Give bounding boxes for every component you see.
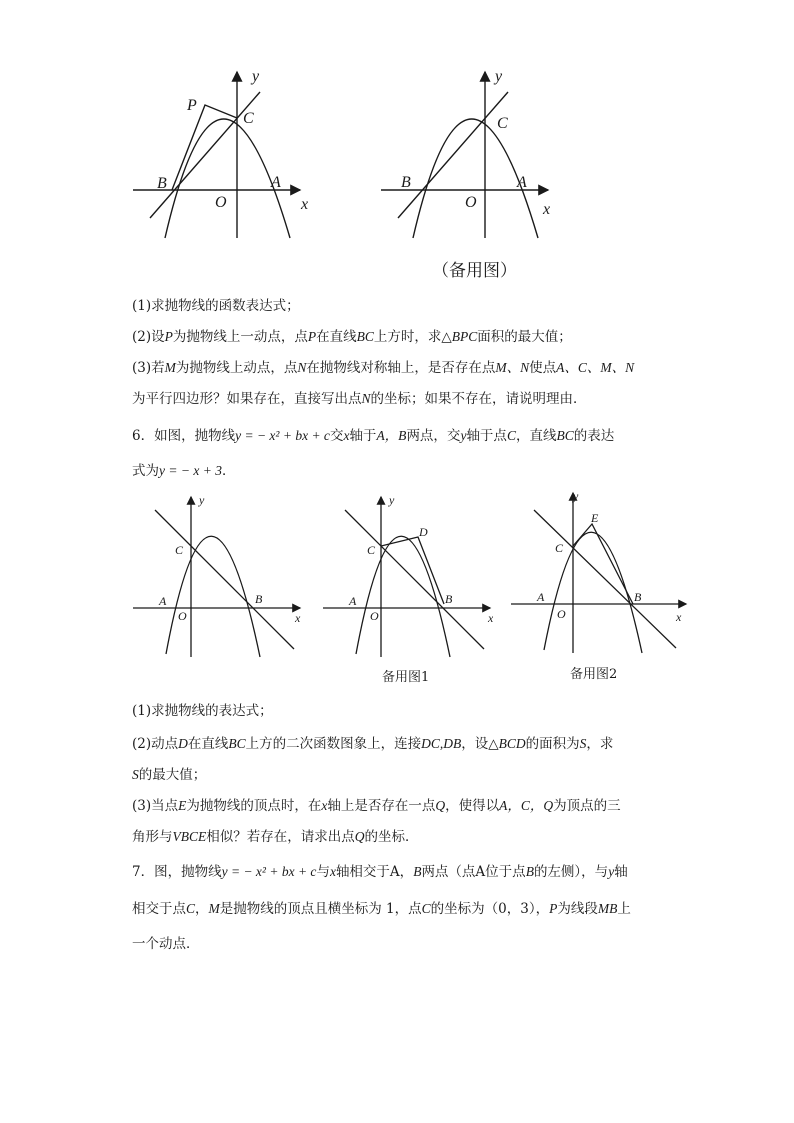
label-O: O xyxy=(215,194,227,211)
q6-figure-1 xyxy=(128,492,303,662)
label-O: O xyxy=(370,609,379,623)
label-B: B xyxy=(634,590,642,604)
q6-part3-line2: 角形与VBCE相似？若存在，请求出点Q的坐标． xyxy=(132,829,419,845)
label-P: P xyxy=(187,97,197,114)
label-x: x xyxy=(488,611,493,625)
label-O: O xyxy=(557,607,566,621)
q7-line2: 相交于点C，M是抛物线的顶点且横坐标为 1，点C的坐标为（0，3），P为线段MB上 xyxy=(132,901,631,917)
top-figure-1-svg xyxy=(125,60,325,250)
label-A: A xyxy=(159,594,167,608)
line-bc xyxy=(155,510,294,649)
label-A: A xyxy=(517,174,527,191)
label-C: C xyxy=(175,543,184,557)
label-y: y xyxy=(199,493,205,507)
q6-part2-line1: (2)动点D在直线BC上方的二次函数图象上，连接DC,DB，设△BCD的面积为S，求 xyxy=(132,736,614,752)
q6-part1: (1)求抛物线的表达式； xyxy=(132,703,273,719)
q5-part3-line1: (3)若M为抛物线上动点，点N在抛物线对称轴上，是否存在点M、N使点A、C、M、N xyxy=(132,360,635,376)
label-x: x xyxy=(676,610,682,624)
q6-figure-3-caption: 备用图2 xyxy=(570,667,618,682)
line-bc xyxy=(398,92,508,218)
q6-figure-2-caption: 备用图1 xyxy=(382,670,430,685)
q5-part1: (1)求抛物线的函数表达式； xyxy=(132,298,300,314)
label-O: O xyxy=(465,194,477,211)
label-A: A xyxy=(349,594,357,608)
top-figure-caption: （备用图） xyxy=(432,261,517,281)
q6-intro-line2: 式为y = − x + 3． xyxy=(132,463,236,479)
q6-figure-1-svg xyxy=(128,492,303,662)
label-B: B xyxy=(157,175,167,192)
label-A: A xyxy=(271,174,281,191)
q5-part2: (2)设P为抛物线上一动点，点P在直线BC上方时，求△BPC面积的最大值； xyxy=(132,329,572,345)
label-B: B xyxy=(445,592,453,606)
top-figure-2 xyxy=(373,60,573,250)
q7-line3: 一个动点． xyxy=(132,936,200,952)
top-figure-2-svg xyxy=(373,60,573,250)
q6-intro-line1: 6．如图，抛物线y = − x² + bx + c交x轴于A，B两点，交y轴于点C，直线BC的表达 xyxy=(132,428,615,444)
label-D: D xyxy=(419,525,428,539)
label-y: y xyxy=(252,68,260,85)
label-y: y xyxy=(495,68,503,85)
label-B: B xyxy=(401,174,411,191)
label-C: C xyxy=(555,541,564,555)
label-B: B xyxy=(255,592,263,606)
label-E: E xyxy=(591,511,599,525)
label-O: O xyxy=(178,609,187,623)
label-A: A xyxy=(537,590,545,604)
q6-figure-3 xyxy=(506,488,691,658)
label-y: y xyxy=(389,493,395,507)
label-x: x xyxy=(301,196,309,213)
q6-figure-2 xyxy=(318,492,493,662)
q6-part2-line2: S的最大值； xyxy=(132,767,207,783)
label-x: x xyxy=(295,611,301,625)
top-figure-1 xyxy=(125,60,325,250)
label-x: x xyxy=(543,201,551,218)
label-C: C xyxy=(497,115,508,132)
line-bc xyxy=(345,510,484,649)
label-y: y xyxy=(573,489,579,503)
q6-figure-2-svg xyxy=(318,492,493,662)
q6-part3-line1: (3)当点E为抛物线的顶点时，在x轴上是否存在一点Q，使得以A，C，Q为顶点的三 xyxy=(132,798,621,814)
q5-part3-line2: 为平行四边形？如果存在，直接写出点N的坐标；如果不存在，请说明理由． xyxy=(132,391,587,407)
q7-line1: 7．图，抛物线y = − x² + bx + c与x轴相交于A，B两点（点A位于点B的左侧），与y轴 xyxy=(132,864,628,880)
label-C: C xyxy=(367,543,376,557)
q6-figure-3-svg xyxy=(506,488,691,658)
line-bc xyxy=(534,510,676,648)
triangle-bce xyxy=(573,524,633,604)
label-C: C xyxy=(243,110,254,127)
